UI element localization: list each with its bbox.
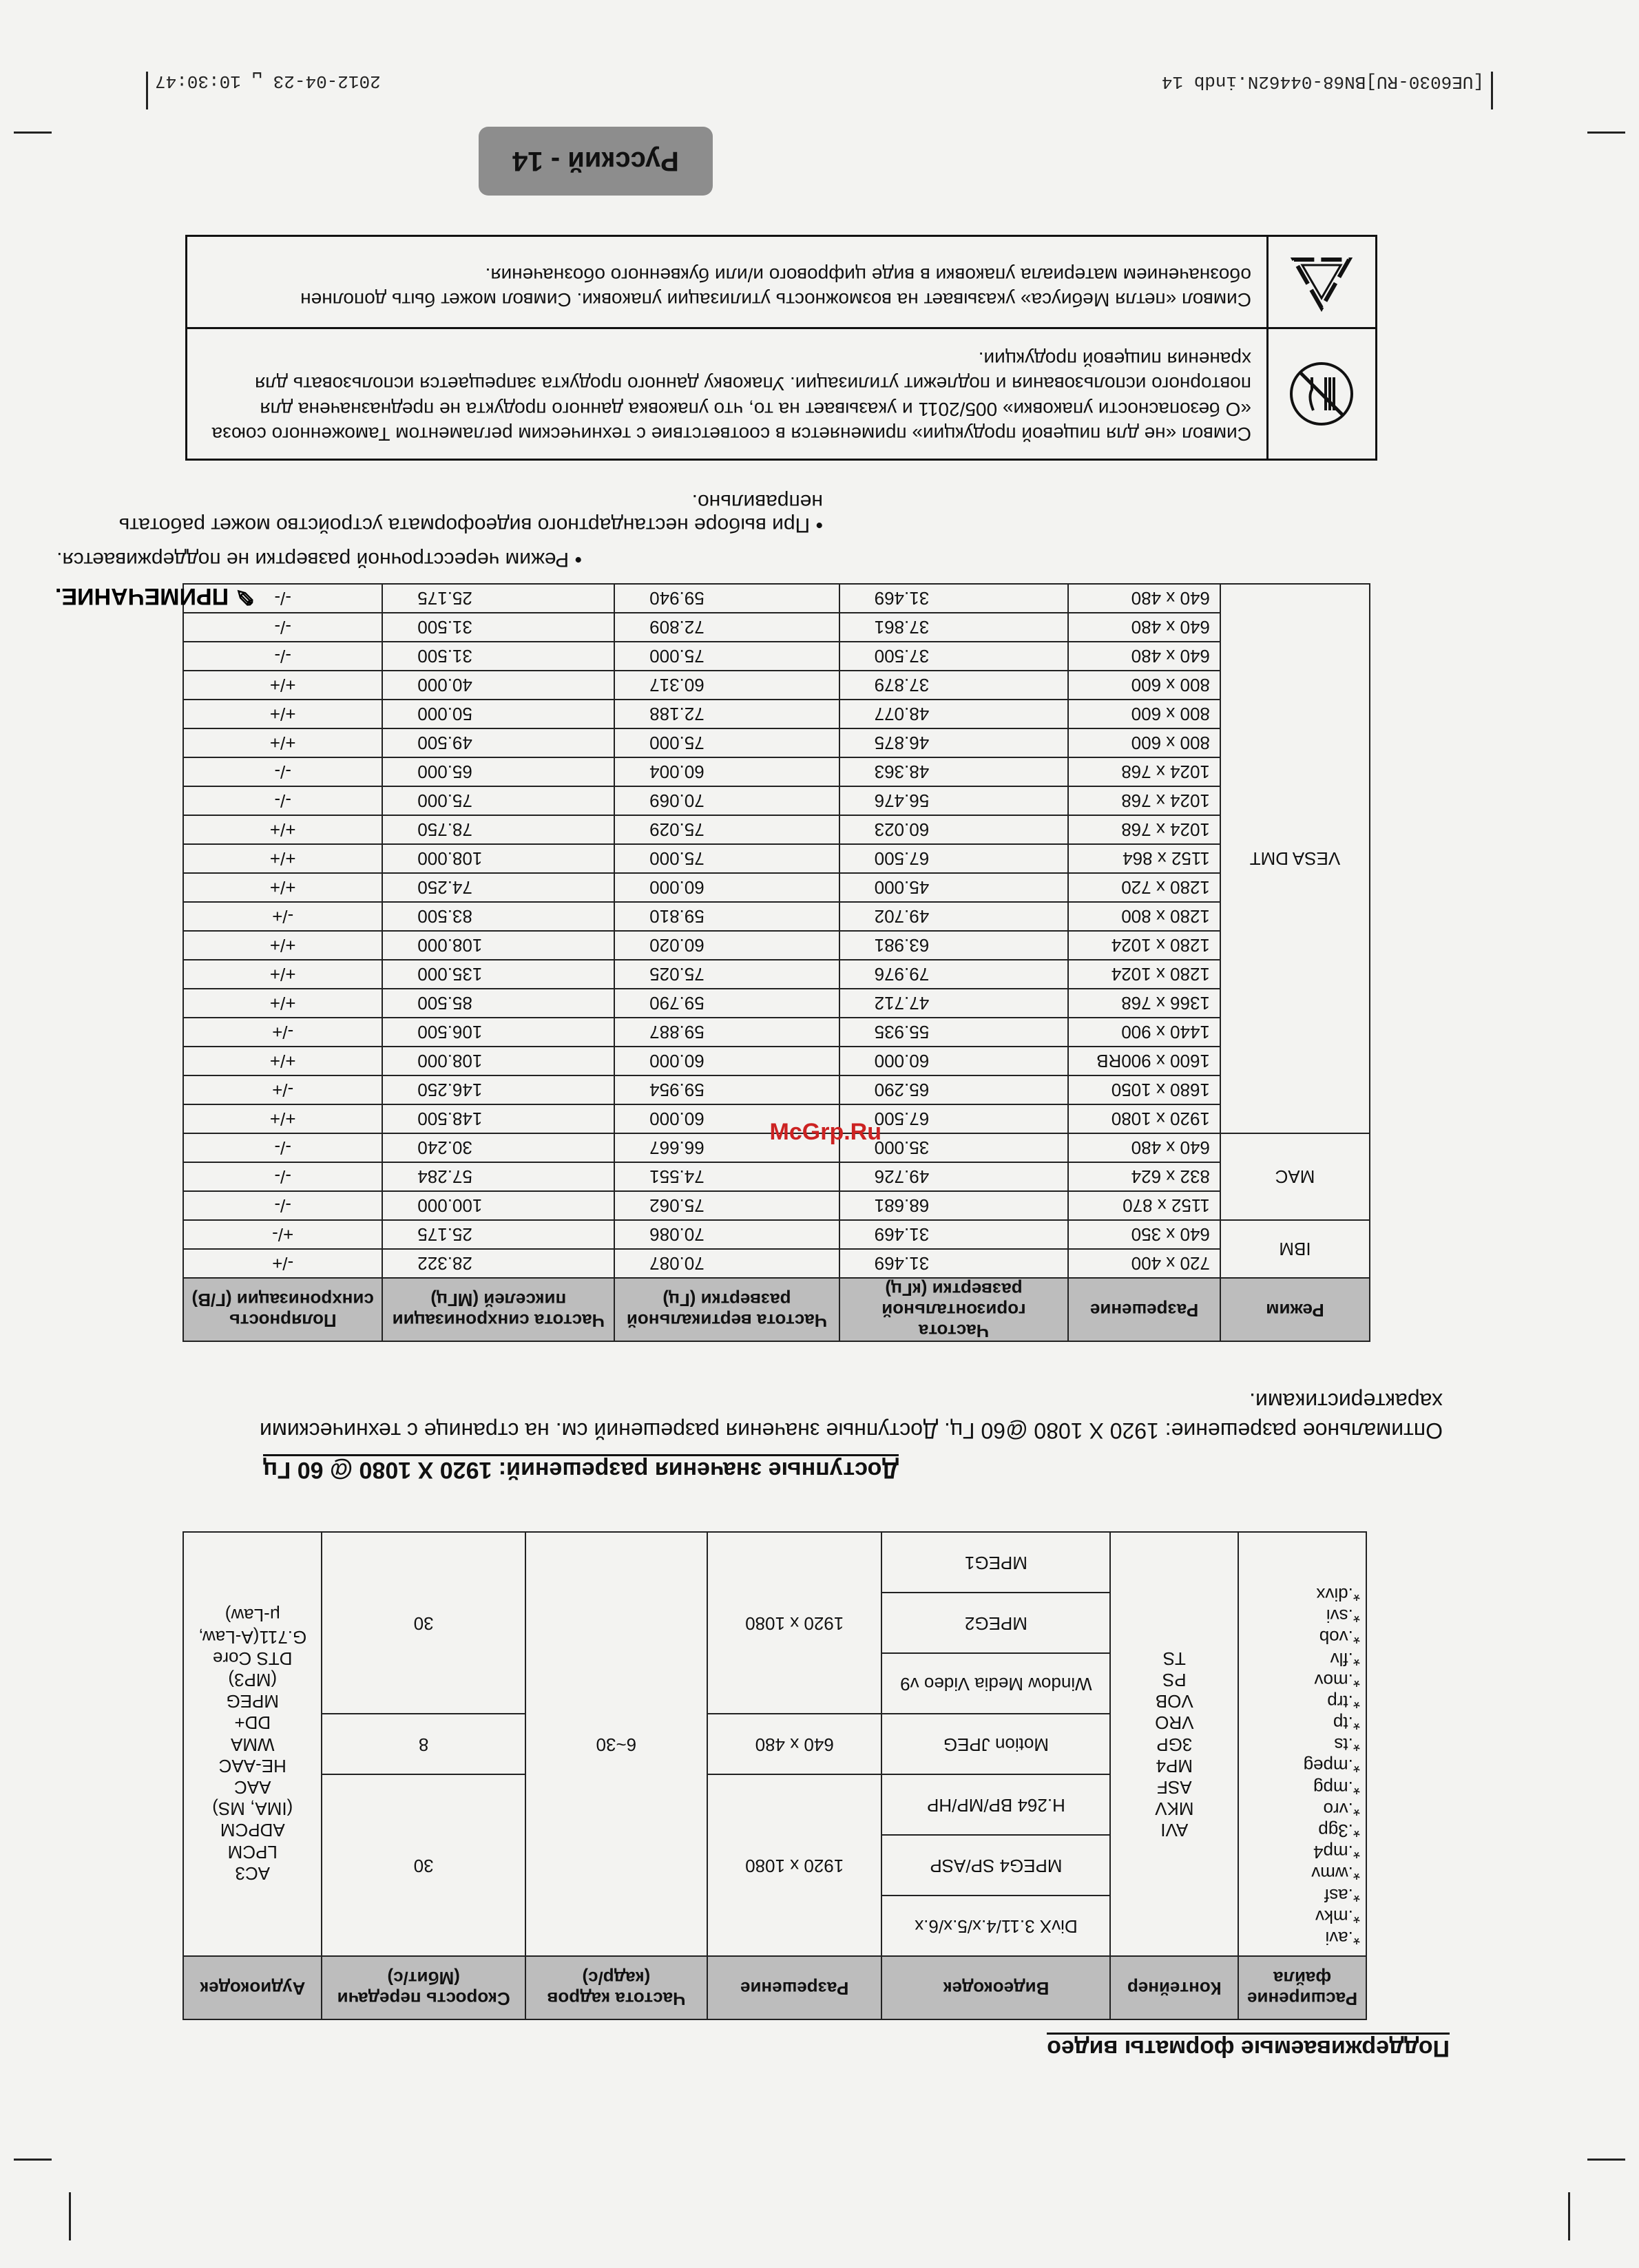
table-cell: +/+ — [183, 1104, 382, 1133]
bitrate-cell: 30 — [322, 1532, 525, 1714]
table-cell: 83.500 — [382, 902, 614, 931]
table-row — [183, 757, 1370, 786]
table-cell: 74.551 — [614, 1162, 839, 1191]
crop-mark — [14, 132, 52, 134]
table-cell: 640 x 480 — [1068, 613, 1220, 642]
table-cell: 75.000 — [614, 642, 839, 671]
table-cell: -/- — [183, 1191, 382, 1220]
table-row — [183, 1047, 1370, 1075]
table-cell: +/+ — [183, 700, 382, 728]
col-header: Частота синхронизации пикселей (МГц) — [382, 1278, 614, 1341]
table-cell: -/+ — [183, 1249, 382, 1278]
table-row — [183, 902, 1370, 931]
crop-mark — [1568, 2192, 1570, 2240]
food-symbol-row — [187, 329, 1375, 459]
table-row — [183, 1191, 1370, 1220]
table-cell: 57.284 — [382, 1162, 614, 1191]
table-cell: 59.790 — [614, 989, 839, 1018]
table-cell: 60.000 — [614, 1104, 839, 1133]
note-item: • Режим чересстрочной развертки не поддерживается. — [56, 548, 582, 571]
table-row — [183, 844, 1370, 873]
table-cell: 35.000 — [839, 1133, 1069, 1162]
containers-cell: AVI MKV ASF MP4 3GP VRO VOB PS TS — [1110, 1532, 1238, 1956]
table-cell: 108.000 — [382, 931, 614, 960]
table-cell: 800 x 600 — [1068, 728, 1220, 757]
col-header-bitrate: Скорость передачи (Мбит/с) — [322, 1956, 525, 2019]
crop-mark — [1491, 72, 1493, 109]
resolutions-table — [182, 583, 1370, 1342]
table-cell: 60.000 — [614, 873, 839, 902]
table-cell: +/+ — [183, 815, 382, 844]
table-cell: 59.810 — [614, 902, 839, 931]
table-cell: 65.000 — [382, 757, 614, 786]
col-header-codec: Видеокодек — [882, 1956, 1111, 2019]
table-cell: 108.000 — [382, 844, 614, 873]
table-cell: +/+ — [183, 873, 382, 902]
table-cell: 640 x 350 — [1068, 1220, 1220, 1249]
table-cell: -/- — [183, 786, 382, 815]
resolution-cell: 1920 x 1080 — [707, 1532, 882, 1714]
mobius-symbol-text: Символ «петля Мебиуса» указывает на возможность утилизации упаковки. Символ может быть дополнен обозначением материала упаковки в виде цифрового и/или буквенного обозначения. — [300, 264, 1251, 311]
table-cell: 78.750 — [382, 815, 614, 844]
table-cell: 56.476 — [839, 786, 1069, 815]
table-cell: -/- — [183, 642, 382, 671]
codec-cell: Motion JPEG — [882, 1714, 1111, 1774]
col-header-framerate: Частота кадров (кадр/с) — [525, 1956, 707, 2019]
table-cell: 37.879 — [839, 671, 1069, 700]
table-cell: 75.000 — [614, 844, 839, 873]
table-cell: 1680 x 1050 — [1068, 1075, 1220, 1104]
table-cell: 37.861 — [839, 613, 1069, 642]
table-row — [183, 1249, 1370, 1278]
table-row — [183, 989, 1370, 1018]
mobius-loop-icon — [1266, 235, 1375, 327]
table-row — [183, 1018, 1370, 1047]
table-row — [183, 1162, 1370, 1191]
note-item-text: Режим чересстрочной развертки не поддерживается. — [56, 548, 570, 571]
watermark: McGrp.Ru — [769, 1119, 881, 1145]
table-cell: 100.000 — [382, 1191, 614, 1220]
table-cell: 40.000 — [382, 671, 614, 700]
crop-mark — [69, 2192, 71, 2240]
file-slug: [UE6030-RU]BN68-04462N.indb 14 — [1161, 72, 1484, 92]
table-row — [183, 960, 1370, 989]
table-cell: 640 x 480 — [1068, 584, 1220, 613]
codec-cell: MPEG4 SP/ASP — [882, 1835, 1111, 1896]
table-cell: 75.000 — [614, 728, 839, 757]
crop-mark — [1587, 2159, 1625, 2161]
table-cell: 85.500 — [382, 989, 614, 1018]
table-cell: +/+ — [183, 1047, 382, 1075]
col-header: Частота горизонтальной развертки (кГц) — [839, 1278, 1069, 1341]
table-cell: 1280 x 1024 — [1068, 931, 1220, 960]
table-cell: 46.875 — [839, 728, 1069, 757]
mode-cell: IBM — [1220, 1220, 1370, 1278]
note-title: ПРИМЕЧАНИЕ. — [54, 583, 229, 609]
table-cell: -/- — [183, 1133, 382, 1162]
table-cell: 68.681 — [839, 1191, 1069, 1220]
table-cell: 67.500 — [839, 844, 1069, 873]
table-cell: +/- — [183, 1220, 382, 1249]
mobius-symbol-row — [187, 235, 1375, 329]
table-cell: 25.175 — [382, 584, 614, 613]
table-cell: 1024 x 768 — [1068, 815, 1220, 844]
table-cell: 37.500 — [839, 642, 1069, 671]
table-cell: 59.887 — [614, 1018, 839, 1047]
table-cell: 1152 x 870 — [1068, 1191, 1220, 1220]
table-cell: 59.954 — [614, 1075, 839, 1104]
col-header: Частота вертикальной развертки (Гц) — [614, 1278, 839, 1341]
table-cell: 108.000 — [382, 1047, 614, 1075]
table-row — [183, 786, 1370, 815]
table-cell: 31.500 — [382, 642, 614, 671]
table-cell: 60.000 — [614, 1047, 839, 1075]
codec-cell: MPEG1 — [882, 1532, 1111, 1593]
table-row — [183, 584, 1370, 613]
video-formats-table — [182, 1531, 1367, 2020]
codec-cell: MPEG2 — [882, 1593, 1111, 1653]
table-cell: 65.290 — [839, 1075, 1069, 1104]
table-cell: +/+ — [183, 671, 382, 700]
table-cell: 55.935 — [839, 1018, 1069, 1047]
page-number-tab: Русский - 14 — [479, 127, 713, 196]
table-cell: 60.023 — [839, 815, 1069, 844]
codec-cell: DivX 3.11/4.x/5.x/6.x — [882, 1896, 1111, 1956]
table-cell: 49.702 — [839, 902, 1069, 931]
extensions-cell: *.avi *.mkv *.asf *.wmv *.mp4 *.3gp *.vro *.mpg *.mpeg *.ts *.tp *.trp *.mov *.flv *.vob *.svi *.divx — [1238, 1532, 1366, 1956]
table-cell: 800 x 600 — [1068, 700, 1220, 728]
col-header-extension: Расширение файла — [1238, 1956, 1366, 2019]
table-cell: 106.500 — [382, 1018, 614, 1047]
table-cell: 60.020 — [614, 931, 839, 960]
packaging-symbols-box — [185, 235, 1377, 461]
col-header: Разрешение — [1068, 1278, 1220, 1341]
table-cell: 25.175 — [382, 1220, 614, 1249]
table-cell: -/- — [183, 613, 382, 642]
table-cell: 1152 x 864 — [1068, 844, 1220, 873]
table-cell: -/- — [183, 1162, 382, 1191]
table-cell: 1366 x 768 — [1068, 989, 1220, 1018]
table-row — [183, 931, 1370, 960]
table-cell: 59.940 — [614, 584, 839, 613]
video-formats-title: Поддерживаемые форматы видео — [1047, 2033, 1450, 2061]
table-cell: 800 x 600 — [1068, 671, 1220, 700]
table-cell: 75.062 — [614, 1191, 839, 1220]
table-cell: 1024 x 768 — [1068, 786, 1220, 815]
table-cell: 75.000 — [382, 786, 614, 815]
table-cell: 60.000 — [839, 1047, 1069, 1075]
mode-cell: MAC — [1220, 1133, 1370, 1220]
bitrate-cell: 30 — [322, 1774, 525, 1956]
table-cell: +/+ — [183, 728, 382, 757]
table-cell: 148.500 — [382, 1104, 614, 1133]
print-timestamp: 2012-04-23 ␣ 10:30:47 — [155, 71, 381, 92]
framerate-cell: 6~30 — [525, 1532, 707, 1956]
table-cell: 48.363 — [839, 757, 1069, 786]
table-row — [183, 815, 1370, 844]
table-cell: 49.500 — [382, 728, 614, 757]
table-cell: 640 x 480 — [1068, 642, 1220, 671]
table-cell: 832 x 624 — [1068, 1162, 1220, 1191]
table-row — [183, 642, 1370, 671]
table-row — [183, 613, 1370, 642]
col-header: Режим — [1220, 1278, 1370, 1341]
table-cell: 720 x 400 — [1068, 1249, 1220, 1278]
codec-cell: H.264 BP/MP/HP — [882, 1774, 1111, 1835]
table-cell: 66.667 — [614, 1133, 839, 1162]
table-cell: 135.000 — [382, 960, 614, 989]
crop-mark — [1587, 132, 1625, 134]
table-cell: 48.077 — [839, 700, 1069, 728]
table-cell: 75.025 — [614, 960, 839, 989]
table-cell: +/+ — [183, 931, 382, 960]
table-cell: 1280 x 1024 — [1068, 960, 1220, 989]
table-row — [183, 1075, 1370, 1104]
table-cell: +/+ — [183, 844, 382, 873]
table-cell: 1440 x 900 — [1068, 1018, 1220, 1047]
table-cell: 31.500 — [382, 613, 614, 642]
bitrate-cell: 8 — [322, 1714, 525, 1774]
table-cell: 1280 x 800 — [1068, 902, 1220, 931]
table-cell: 79.976 — [839, 960, 1069, 989]
table-cell: 30.240 — [382, 1133, 614, 1162]
col-header: Полярность синхронизации (Г/В) — [183, 1278, 382, 1341]
col-header-audio: Аудиокодек — [183, 1956, 322, 2019]
table-cell: 1920 x 1080 — [1068, 1104, 1220, 1133]
note-heading — [48, 582, 255, 610]
not-for-food-icon — [1266, 329, 1375, 459]
table-cell: 31.469 — [839, 584, 1069, 613]
table-cell: 45.000 — [839, 873, 1069, 902]
table-cell: -/- — [183, 584, 382, 613]
col-header-resolution: Разрешение — [707, 1956, 882, 2019]
table-cell: -/+ — [183, 1018, 382, 1047]
table-cell: 67.500 — [839, 1104, 1069, 1133]
food-symbol-text: Символ «не для пищевой продукции» применяется в соответствие с техническим регламентом Таможенного союза «О безопасности упаковки» 005/2011 и указывает на то, что упаковка данного продукта не предназначена для повторного использования и подлежит утилизации. Упаковку данного продукта запрещается использовать для хранения пищевой продукции. — [211, 348, 1251, 445]
resolutions-intro: Оптимальное разрешение: 1920 X 1080 @60 Гц. Доступные значения разрешений см. на странице с техническими характеристиками. — [259, 1388, 1443, 1443]
table-cell: 146.250 — [382, 1075, 614, 1104]
table-cell: 63.981 — [839, 931, 1069, 960]
table-cell: 74.250 — [382, 873, 614, 902]
table-cell: 1024 x 768 — [1068, 757, 1220, 786]
crop-mark — [146, 72, 148, 109]
col-header-container: Контейнер — [1110, 1956, 1238, 2019]
table-cell: -/+ — [183, 1075, 382, 1104]
audio-codecs-cell: AC3 LPCM ADPCM (IMA, MS) AAC HE-AAC WMA DD+ MPEG (MP3) DTS Core G.711(A-Law, μ-Law) — [183, 1532, 322, 1956]
table-cell: 60.317 — [614, 671, 839, 700]
table-cell: 50.000 — [382, 700, 614, 728]
table-cell: 72.809 — [614, 613, 839, 642]
table-cell: 31.469 — [839, 1249, 1069, 1278]
table-cell: 70.087 — [614, 1249, 839, 1278]
table-cell: 49.726 — [839, 1162, 1069, 1191]
table-cell: 70.069 — [614, 786, 839, 815]
table-cell: +/+ — [183, 989, 382, 1018]
codec-cell: Window Media Video v9 — [882, 1653, 1111, 1714]
table-cell: 31.469 — [839, 1220, 1069, 1249]
pencil-icon: ✎ — [229, 583, 255, 609]
table-row — [183, 1220, 1370, 1249]
table-cell: -/+ — [183, 902, 382, 931]
table-row — [183, 700, 1370, 728]
table-cell: 28.322 — [382, 1249, 614, 1278]
note-item-text: При выборе нестандартного видеоформата устройство может работать неправильно. — [118, 490, 823, 536]
table-row — [183, 728, 1370, 757]
table-row — [183, 671, 1370, 700]
table-row — [183, 873, 1370, 902]
table-cell: -/- — [183, 757, 382, 786]
crop-mark — [14, 2159, 52, 2161]
table-cell: 640 x 480 — [1068, 1133, 1220, 1162]
table-cell: 70.086 — [614, 1220, 839, 1249]
table-cell: +/+ — [183, 960, 382, 989]
table-cell: 1280 x 720 — [1068, 873, 1220, 902]
resolution-cell: 1920 x 1080 — [707, 1774, 882, 1956]
resolution-cell: 640 x 480 — [707, 1714, 882, 1774]
table-cell: 1600 x 900RB — [1068, 1047, 1220, 1075]
resolutions-title: Доступные значения разрешений: 1920 X 1080 @ 60 Гц — [263, 1454, 899, 1483]
table-cell: 47.712 — [839, 989, 1069, 1018]
table-cell: 60.004 — [614, 757, 839, 786]
note-item: • При выборе нестандартного видеоформата устройство может работать неправильно. — [118, 490, 823, 536]
table-cell: 75.029 — [614, 815, 839, 844]
mode-cell: VESA DMT — [1220, 584, 1370, 1133]
table-cell: 72.188 — [614, 700, 839, 728]
